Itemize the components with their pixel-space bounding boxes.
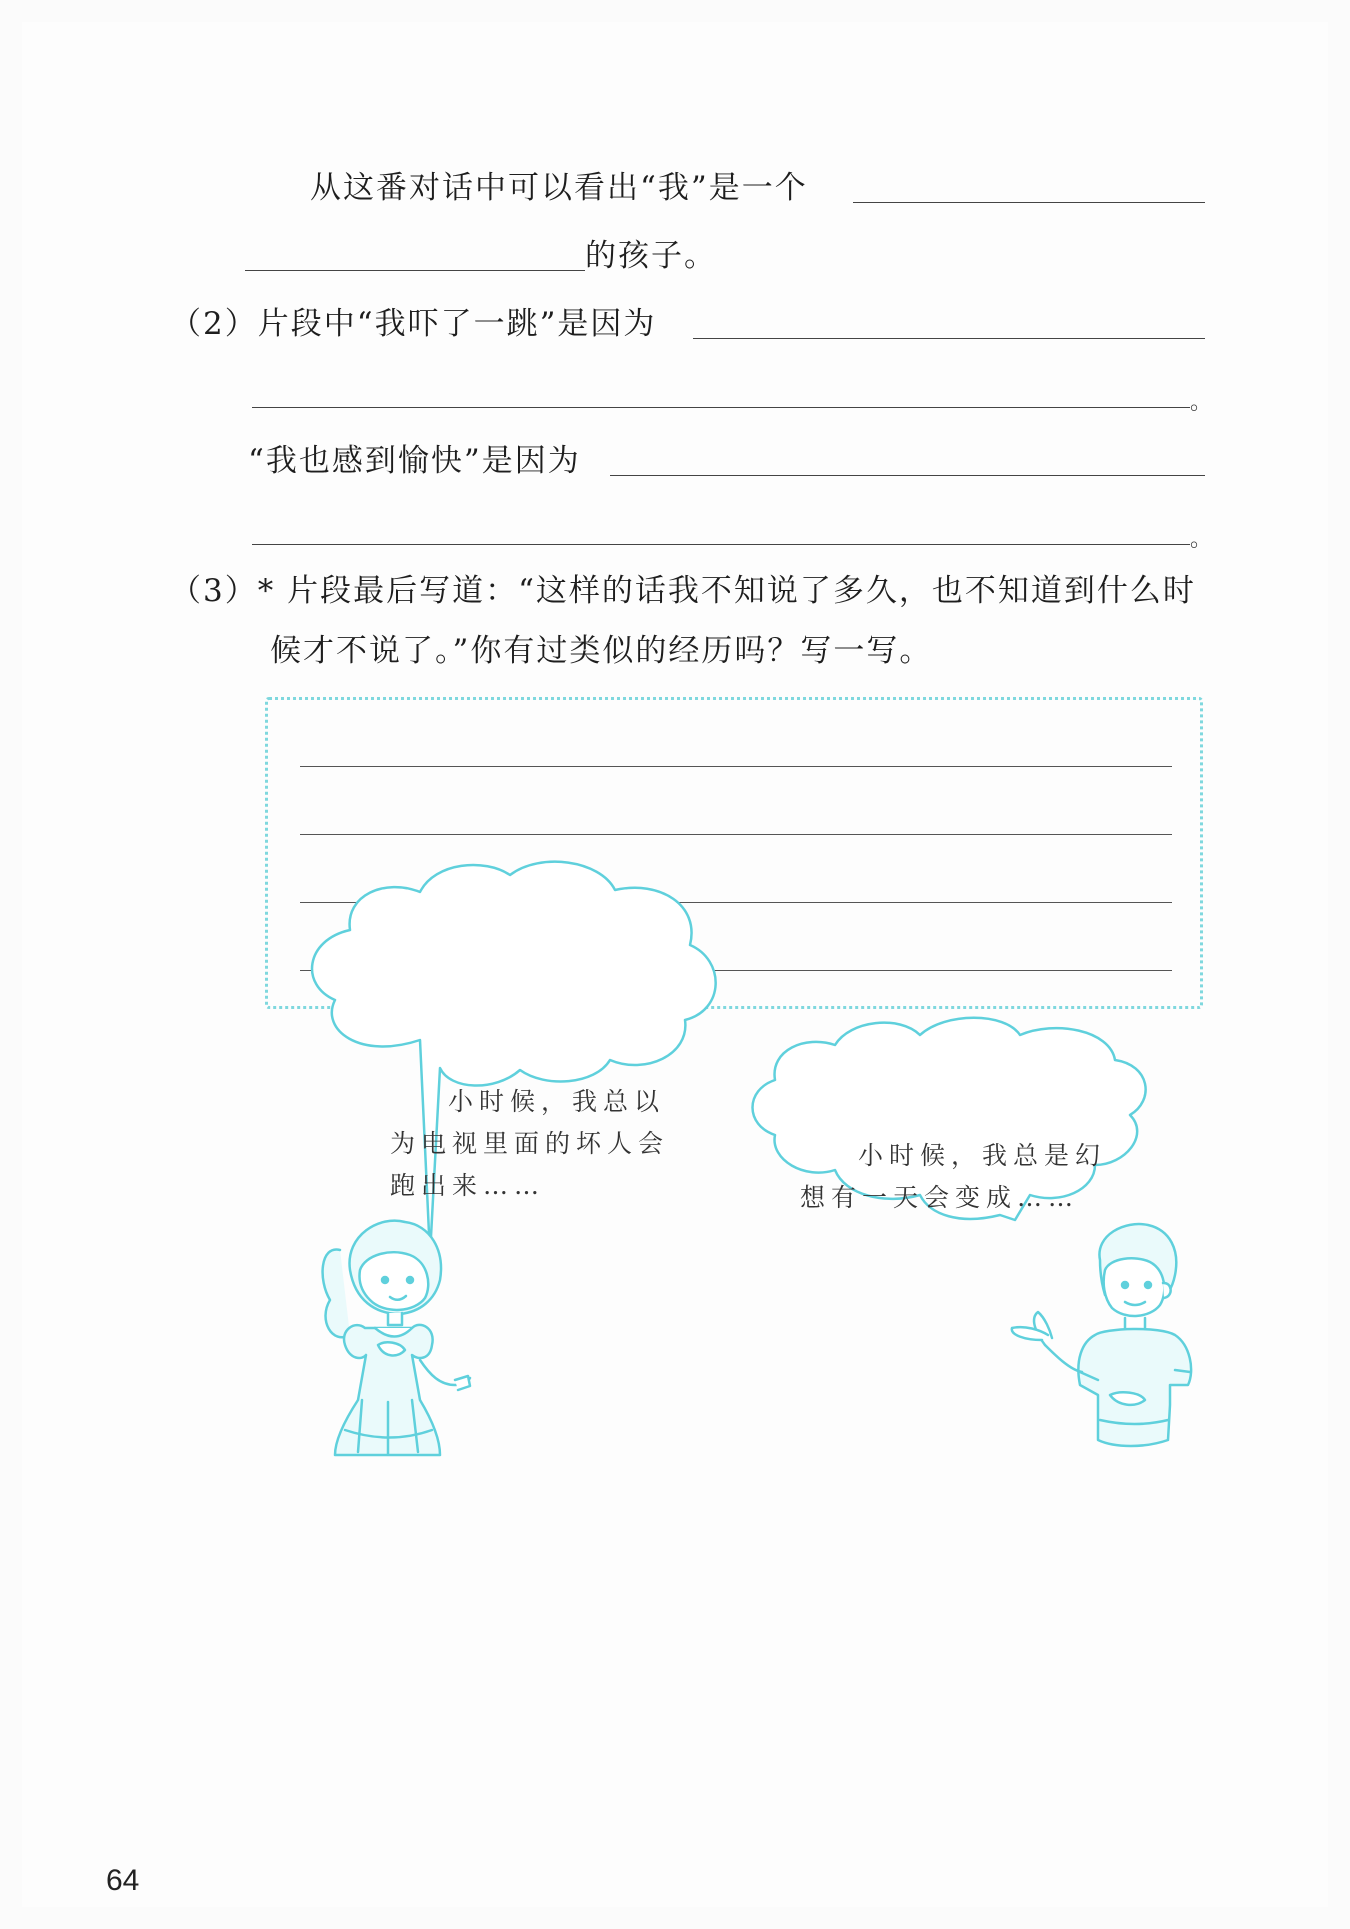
girl-bubble-line3: 跑出来…… xyxy=(390,1171,546,1200)
q2-prompt-a: （2）片段中“我吓了一跳”是因为 xyxy=(170,306,657,342)
q1-line2: 的孩子。 xyxy=(585,238,717,274)
boy-bubble-line2: 想有一天会变成…… xyxy=(800,1183,1080,1212)
page-number: 64 xyxy=(106,1864,140,1897)
q2-end-mark-1: 。 xyxy=(1190,390,1213,415)
q3-line2: 候才不说了。”你有过类似的经历吗？写一写。 xyxy=(270,633,933,669)
girl-bubble-line1: 小时候，我总以 xyxy=(448,1087,666,1116)
q2-end-mark-2: 。 xyxy=(1190,527,1213,552)
q2-prompt-b: “我也感到愉快”是因为 xyxy=(248,443,581,479)
boy-bubble-line1: 小时候，我总是幻 xyxy=(858,1141,1107,1170)
girl-bubble-line2: 为电视里面的坏人会 xyxy=(390,1129,670,1158)
q3-line1: （3）* 片段最后写道：“这样的话我不知说了多久，也不知道到什么时 xyxy=(170,573,1196,609)
q1-line1: 从这番对话中可以看出“我”是一个 xyxy=(310,170,808,206)
